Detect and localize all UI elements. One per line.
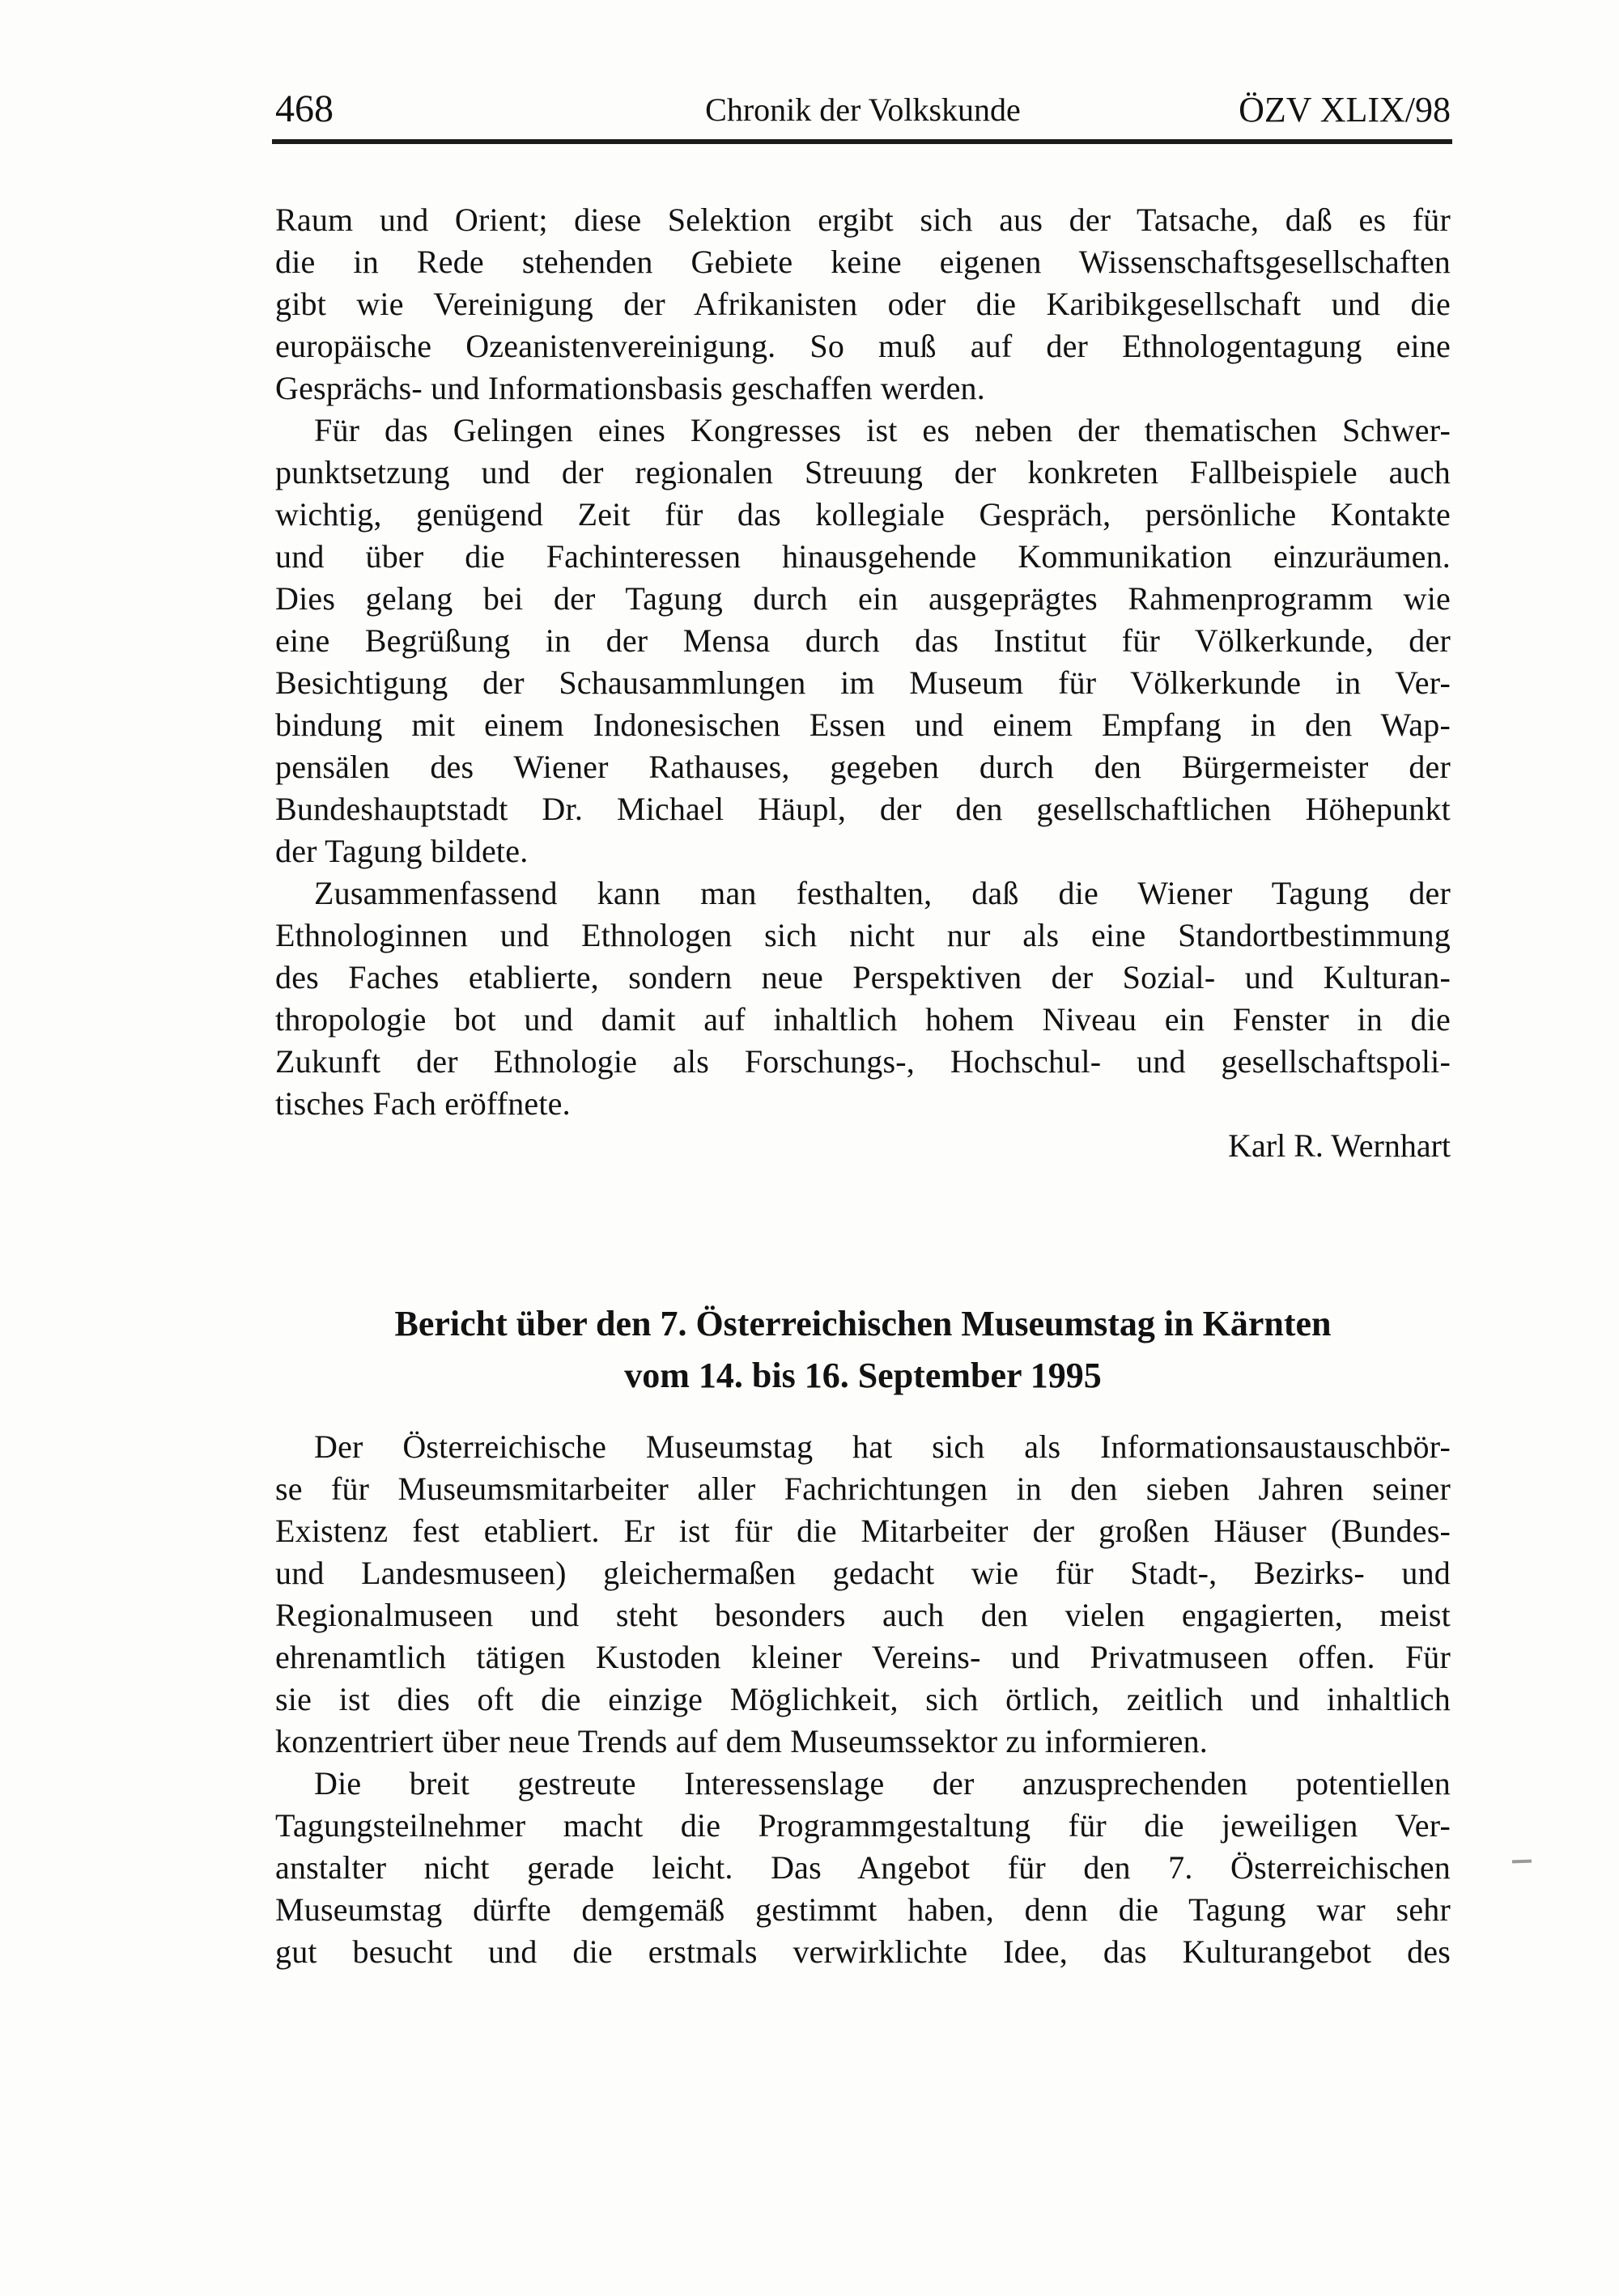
text-line: Raum und Orient; diese Selektion ergibt sich aus der Tatsache, daß es für <box>275 202 1451 238</box>
text-line: thropologie bot und damit auf inhaltlich hohem Niveau ein Fenster in die <box>275 1001 1451 1038</box>
report-body <box>275 1426 1451 1973</box>
text-line: konzentriert über neue Trends auf dem Museumssektor zu informieren. <box>275 1723 1208 1759</box>
report-title <box>275 1298 1451 1402</box>
text-line: gut besucht und die erstmals verwirklichte Idee, das Kulturangebot des <box>275 1933 1451 1970</box>
text-line: Gesprächs- und Informationsbasis geschaffen werden. <box>275 370 985 406</box>
text-line: eine Begrüßung in der Mensa durch das Institut für Völkerkunde, der <box>275 622 1451 659</box>
text-line: ehrenamtlich tätigen Kustoden kleiner Vereins- und Privatmuseen offen. Für <box>275 1639 1451 1675</box>
report-title-line1: Bericht über den 7. Österreichischen Museumstag in Kärnten <box>394 1304 1332 1343</box>
text-line: europäische Ozeanistenvereinigung. So muß auf der Ethnologentagung eine <box>275 328 1451 364</box>
text-line: Zusammenfassend kann man festhalten, daß die Wiener Tagung der <box>314 875 1451 911</box>
text-line: Existenz fest etabliert. Er ist für die Mitarbeiter der großen Häuser (Bundes- <box>275 1513 1451 1549</box>
text-line: Zukunft der Ethnologie als Forschungs-, Hochschul- und gesellschaftspoli- <box>275 1043 1451 1080</box>
text-line: der Tagung bildete. <box>275 833 529 869</box>
text-line: die in Rede stehenden Gebiete keine eigenen Wissenschaftsgesellschaften <box>275 244 1451 280</box>
report-title-line2: vom 14. bis 16. September 1995 <box>624 1356 1102 1395</box>
text-line: Ethnologinnen und Ethnologen sich nicht nur als eine Standortbestimmung <box>275 917 1451 953</box>
text-line: wichtig, genügend Zeit für das kollegiale Gespräch, persönliche Kontakte <box>275 496 1451 533</box>
text-line: se für Museumsmitarbeiter aller Fachrichtungen in den sieben Jahren seiner <box>275 1471 1451 1507</box>
text-line: Regionalmuseen und steht besonders auch den vielen engagierten, meist <box>275 1597 1451 1633</box>
text-line: Tagungsteilnehmer macht die Programmgestaltung für die jeweiligen Ver- <box>275 1807 1451 1844</box>
text-line: anstalter nicht gerade leicht. Das Angebot für den 7. Österreichischen <box>275 1849 1451 1886</box>
scan-artifact-mark <box>1512 1860 1532 1864</box>
journal-reference: ÖZV XLIX/98 <box>1239 90 1451 129</box>
running-title: Chronik der Volkskunde <box>705 91 1021 128</box>
page-header <box>275 84 1451 129</box>
text-line: punktsetzung und der regionalen Streuung der konkreten Fallbeispiele auch <box>275 454 1451 490</box>
text-line: Dies gelang bei der Tagung durch ein ausgeprägtes Rahmenprogramm wie <box>275 580 1451 617</box>
text-line: und Landesmuseen) gleichermaßen gedacht wie für Stadt-, Bezirks- und <box>275 1555 1451 1591</box>
text-line: sie ist dies oft die einzige Möglichkeit, sich örtlich, zeitlich und inhaltlich <box>275 1681 1451 1717</box>
header-rule <box>272 139 1452 144</box>
text-line: Der Österreichische Museumstag hat sich als Informationsaustauschbör- <box>314 1428 1451 1465</box>
text-line: tisches Fach eröffnete. <box>275 1085 571 1122</box>
text-line: gibt wie Vereinigung der Afrikanisten oder die Karibikgesellschaft und die <box>275 286 1451 322</box>
text-line: Museumstag dürfte demgemäß gestimmt haben, denn die Tagung war sehr <box>275 1891 1451 1928</box>
author-signature: Karl R. Wernhart <box>1228 1127 1451 1164</box>
text-line: Bundeshauptstadt Dr. Michael Häupl, der den gesellschaftlichen Höhepunkt <box>275 791 1451 827</box>
text-line: und über die Fachinteressen hinausgehende Kommunikation einzuräumen. <box>275 538 1451 575</box>
page-number: 468 <box>275 87 334 130</box>
text-line: Besichtigung der Schausammlungen im Museum für Völkerkunde in Ver- <box>275 664 1451 701</box>
text-line: Für das Gelingen eines Kongresses ist es neben der thematischen Schwer- <box>314 412 1451 448</box>
text-line: Die breit gestreute Interessenslage der anzusprechenden potentiellen <box>314 1765 1451 1802</box>
article-end-body <box>275 199 1451 1125</box>
text-line: des Faches etablierte, sondern neue Perspektiven der Sozial- und Kulturan- <box>275 959 1451 995</box>
text-line: pensälen des Wiener Rathauses, gegeben durch den Bürgermeister der <box>275 749 1451 785</box>
text-line: bindung mit einem Indonesischen Essen und einem Empfang in den Wap- <box>275 707 1451 743</box>
